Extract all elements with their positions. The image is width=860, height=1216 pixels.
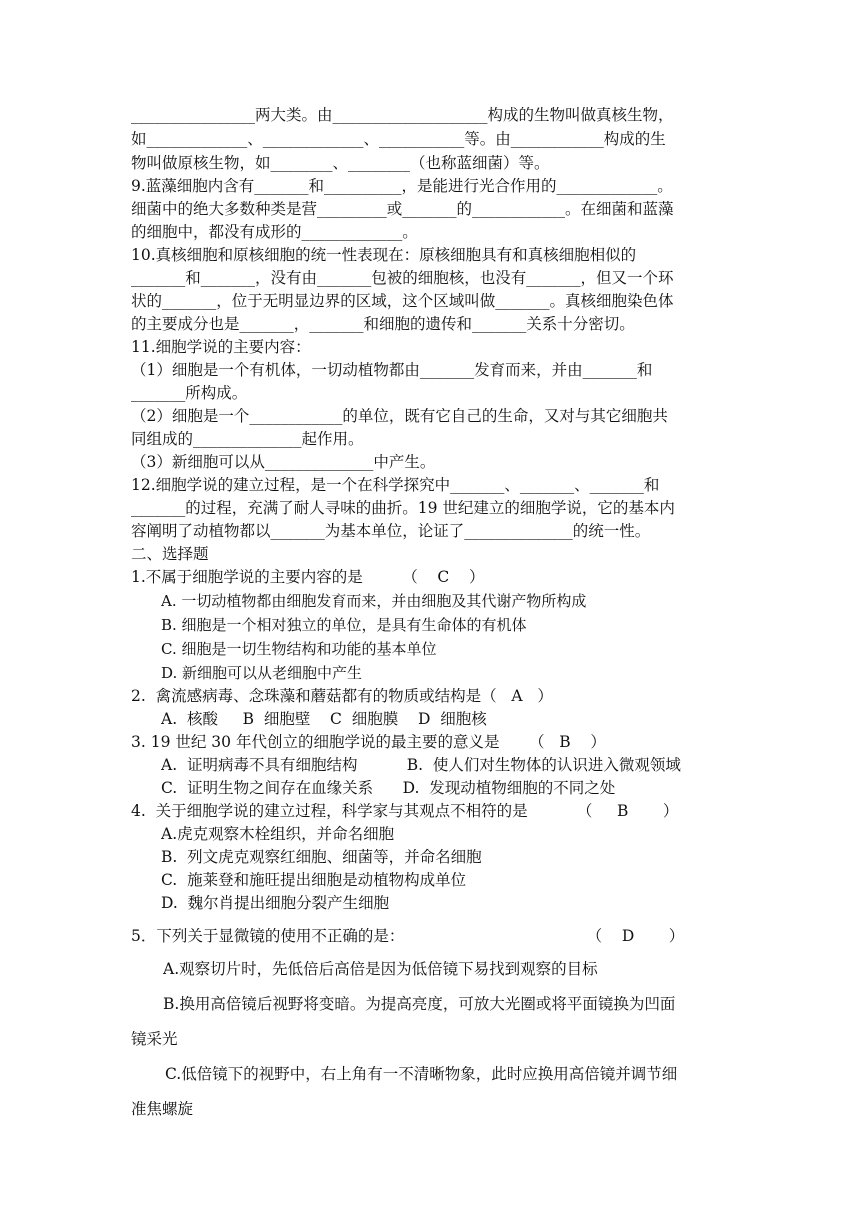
text-line: _______和_______，没有由_______包被的细胞核，也没有_______，但又一个环 (131, 269, 674, 287)
text-line: 的细胞中，都没有成形的_____________。 (131, 223, 418, 241)
mc-option: A.观察切片时，先低倍后高倍是因为低倍镜下易找到观察的目标 (163, 960, 598, 978)
text-line: 状的_______，位于无明显边界的区域，这个区域叫做_______。真核细胞染色体 (131, 292, 674, 310)
mc-option: C. 证明生物之间存在血缘关系 D. 发现动植物细胞的不同之处 (161, 779, 616, 797)
mc-option: D. 新细胞可以从老细胞中产生 (161, 664, 363, 682)
section-heading: 二、选择题 (131, 545, 209, 563)
text-line: （3）新细胞可以从______________中产生。 (131, 453, 436, 471)
text-line: 细菌中的绝大多数种类是营_________或_______的____________。在细菌和蓝藻 (131, 200, 674, 218)
mc-option: D. 魏尔肖提出细胞分裂产生细胞 (161, 894, 390, 912)
mc-option: A.虎克观察木栓组织，并命名细胞 (161, 825, 395, 843)
text-line: ________________两大类。由____________________构成的生物叫做真核生物， (131, 106, 674, 124)
mc-option: B. 列文虎克观察红细胞、细菌等，并命名细胞 (161, 848, 482, 866)
question-11: 11.细胞学说的主要内容： (131, 338, 311, 356)
question-12: 12.细胞学说的建立过程，是一个在科学探究中_______、_______、_______和 (131, 476, 660, 494)
text-line: 镜采光 (131, 1030, 178, 1048)
text-line: 准焦螺旋 (131, 1100, 194, 1118)
mc-question-1: 1.不属于细胞学说的主要内容的是 （ C ） (131, 568, 485, 586)
mc-option: C.低倍镜下的视野中，右上角有一不清晰物象，此时应换用高倍镜并调节细 (165, 1065, 678, 1083)
text-line: 的主要成分也是_______，_______和细胞的遗传和_______关系十分密切。 (131, 315, 635, 333)
mc-question-2: 2. 禽流感病毒、念珠藻和蘑菇都有的物质或结构是（ A ） (131, 687, 553, 705)
mc-option: A. 核酸 B 细胞壁 C 细胞膜 D 细胞核 (161, 710, 487, 728)
mc-option: C. 施莱登和施旺提出细胞是动植物构成单位 (161, 871, 467, 889)
mc-option: A. 证明病毒不具有细胞结构 B. 使人们对生物体的认识进入微观领域 (161, 756, 681, 774)
mc-question-5: 5．下列关于显微镜的使用不正确的是： （ D ） (131, 927, 685, 945)
text-line: _______的过程，充满了耐人寻味的曲折。19 世纪建立的细胞学说，它的基本内 (131, 499, 675, 517)
text-line: 物叫做原核生物，如________、________（也称蓝细菌）等。 (131, 154, 550, 172)
text-line: （2）细胞是一个____________的单位，既有它自己的生命，又对与其它细胞共 (131, 407, 668, 425)
text-line: 同组成的______________起作用。 (131, 430, 364, 448)
text-line: 容阐明了动植物都以_______为基本单位，论证了______________的统一性。 (131, 522, 651, 540)
mc-question-4: 4. 关于细胞学说的建立过程，科学家与其观点不相符的是 （ B ） (131, 802, 679, 820)
text-line: 如_____________、_____________、___________等。由____________构成的生 (131, 130, 666, 148)
mc-option: A. 一切动植物都由细胞发育而来，并由细胞及其代谢产物所构成 (161, 592, 587, 610)
text-line: （1）细胞是一个有机体，一切动植物都由_______发育而来，并由_______和 (131, 361, 653, 379)
mc-option: B.换用高倍镜后视野将变暗。为提高亮度，可放大光圈或将平面镜换为凹面 (163, 995, 676, 1013)
mc-option: C. 细胞是一切生物结构和功能的基本单位 (161, 640, 437, 658)
text-line: _______所构成。 (131, 384, 248, 402)
question-9: 9.蓝藻细胞内含有_______和__________，是能进行光合作用的_____________。 (131, 177, 673, 195)
question-10: 10.真核细胞和原核细胞的统一性表现在：原核细胞具有和真核细胞相似的 (131, 246, 637, 264)
mc-option: B. 细胞是一个相对独立的单位，是具有生命体的有机体 (161, 616, 527, 634)
mc-question-3: 3. 19 世纪 30 年代创立的细胞学说的最主要的意义是 （ B ） (131, 733, 606, 751)
